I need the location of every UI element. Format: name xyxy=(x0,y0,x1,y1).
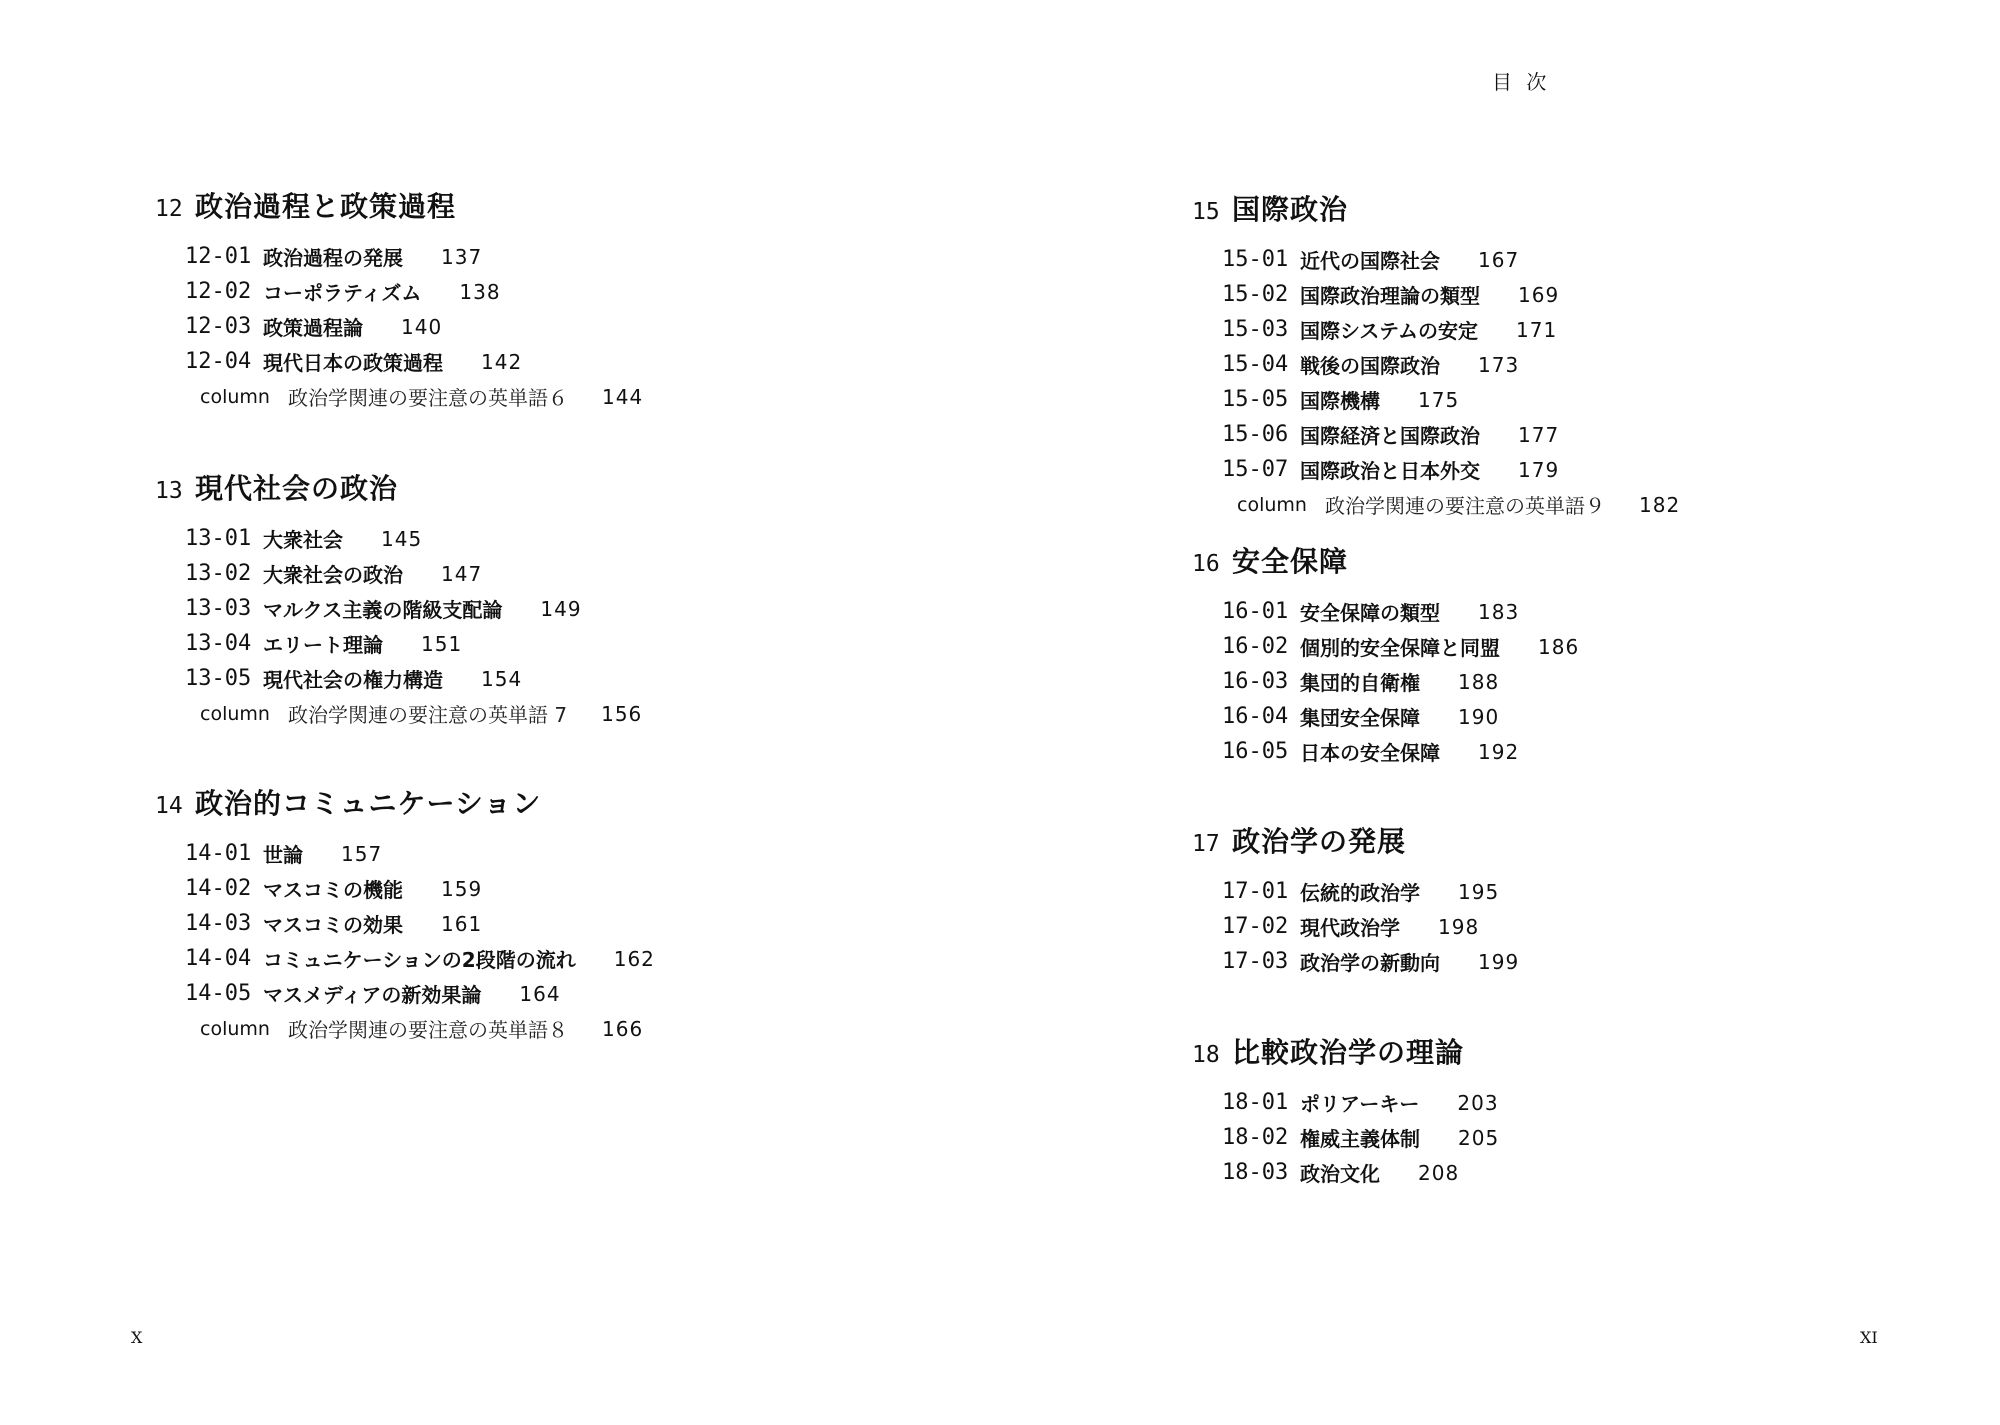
entry-page-number: 192 xyxy=(1478,739,1520,764)
toc-entry[interactable] xyxy=(1222,312,1680,347)
entry-title: 権威主義体制 xyxy=(1300,1127,1420,1151)
entry-code: 15-03 xyxy=(1222,317,1289,342)
toc-entry[interactable] xyxy=(185,626,642,661)
entry-title: 現代政治学 xyxy=(1300,916,1400,940)
chapter-title: 政治的コミュニケーション xyxy=(195,787,542,820)
chapter-heading xyxy=(1192,820,1519,870)
toc-entry[interactable] xyxy=(1222,944,1519,979)
chapter-number: 14 xyxy=(155,793,183,819)
column-page-number: 144 xyxy=(602,384,644,409)
toc-entry[interactable] xyxy=(185,239,643,274)
entry-code: 15-06 xyxy=(1222,422,1289,447)
column-entry[interactable] xyxy=(200,696,642,731)
entry-title: 大衆社会の政治 xyxy=(263,563,403,587)
page-number-left: X xyxy=(131,1328,143,1347)
column-label: column xyxy=(1237,493,1307,516)
entry-page-number: 173 xyxy=(1478,352,1520,377)
entry-page-number: 161 xyxy=(441,911,483,936)
entry-page-number: 179 xyxy=(1518,457,1560,482)
toc-entry[interactable] xyxy=(1222,664,1579,699)
toc-entry[interactable] xyxy=(1222,909,1519,944)
entry-page-number: 140 xyxy=(401,314,443,339)
entry-page-number: 175 xyxy=(1418,387,1460,412)
entry-page-number: 138 xyxy=(459,279,501,304)
entry-title: 現代社会の権力構造 xyxy=(263,668,443,692)
chapter-title: 政治過程と政策過程 xyxy=(195,190,457,223)
toc-entry[interactable] xyxy=(185,344,643,379)
entry-title: 国際システムの安定 xyxy=(1300,319,1478,343)
entry-code: 12-02 xyxy=(185,279,252,304)
entry-list xyxy=(185,836,655,1046)
column-label: column xyxy=(200,385,270,408)
entry-page-number: 203 xyxy=(1457,1090,1499,1115)
column-title: 政治学関連の要注意の英単語６ xyxy=(288,386,568,410)
column-title: 政治学関連の要注意の英単語 7 xyxy=(288,703,568,727)
chapter-section xyxy=(1192,1031,1499,1190)
entry-page-number: 198 xyxy=(1438,914,1480,939)
entry-page-number: 190 xyxy=(1458,704,1500,729)
entry-title: マスコミの機能 xyxy=(263,878,403,902)
toc-entry[interactable] xyxy=(1222,1155,1499,1190)
entry-list xyxy=(1222,242,1680,522)
chapter-heading xyxy=(1192,1031,1499,1081)
entry-page-number: 164 xyxy=(519,981,561,1006)
entry-title: 世論 xyxy=(263,843,303,867)
column-label: column xyxy=(200,702,270,725)
toc-entry[interactable] xyxy=(1222,734,1579,769)
entry-title: 日本の安全保障 xyxy=(1300,741,1440,765)
entry-page-number: 147 xyxy=(441,561,483,586)
chapter-title: 安全保障 xyxy=(1232,545,1349,578)
page-header: 目 次 xyxy=(1492,70,1551,94)
entry-code: 18-03 xyxy=(1222,1160,1289,1185)
entry-title: 国際経済と国際政治 xyxy=(1300,424,1480,448)
entry-code: 16-05 xyxy=(1222,739,1289,764)
entry-page-number: 151 xyxy=(421,631,463,656)
entry-code: 14-01 xyxy=(185,841,252,866)
entry-code: 13-03 xyxy=(185,596,252,621)
entry-title: 伝統的政治学 xyxy=(1300,881,1420,905)
entry-list xyxy=(185,521,642,731)
chapter-number: 18 xyxy=(1192,1042,1220,1068)
entry-title: マスメディアの新効果論 xyxy=(263,983,482,1007)
toc-entry[interactable] xyxy=(185,976,655,1011)
column-entry[interactable] xyxy=(1237,487,1680,522)
chapter-title: 国際政治 xyxy=(1232,193,1349,226)
entry-title: 政治学の新動向 xyxy=(1300,951,1440,975)
toc-entry[interactable] xyxy=(1222,347,1680,382)
entry-code: 13-02 xyxy=(185,561,252,586)
entry-code: 16-03 xyxy=(1222,669,1289,694)
entry-title: 近代の国際社会 xyxy=(1300,249,1440,273)
entry-page-number: 137 xyxy=(441,244,483,269)
chapter-number: 16 xyxy=(1192,551,1220,577)
entry-code: 12-04 xyxy=(185,349,252,374)
toc-entry[interactable] xyxy=(1222,629,1579,664)
entry-code: 12-03 xyxy=(185,314,252,339)
entry-title: ポリアーキー xyxy=(1300,1092,1420,1116)
entry-title: 政策過程論 xyxy=(263,316,363,340)
chapter-heading xyxy=(1192,188,1680,238)
entry-page-number: 157 xyxy=(341,841,383,866)
entry-code: 16-02 xyxy=(1222,634,1289,659)
chapter-section xyxy=(155,782,655,1046)
chapter-heading xyxy=(155,782,655,832)
entry-page-number: 169 xyxy=(1518,282,1560,307)
entry-title: 政治過程の発展 xyxy=(263,246,403,270)
column-entry[interactable] xyxy=(200,1011,655,1046)
entry-code: 16-01 xyxy=(1222,599,1289,624)
toc-entry[interactable] xyxy=(185,871,655,906)
entry-title: 集団安全保障 xyxy=(1300,706,1420,730)
entry-title: コーポラティズム xyxy=(263,281,422,305)
entry-title: マルクス主義の階級支配論 xyxy=(263,598,503,622)
toc-entry[interactable] xyxy=(1222,874,1519,909)
column-page-number: 182 xyxy=(1639,492,1681,517)
toc-entry[interactable] xyxy=(1222,699,1579,734)
entry-list xyxy=(1222,594,1579,769)
entry-code: 17-02 xyxy=(1222,914,1289,939)
entry-page-number: 188 xyxy=(1458,669,1500,694)
toc-entry[interactable] xyxy=(185,836,655,871)
entry-title: コミュニケーションの2段階の流れ xyxy=(263,948,576,972)
entry-code: 17-03 xyxy=(1222,949,1289,974)
column-page-number: 156 xyxy=(601,701,643,726)
toc-entry[interactable] xyxy=(1222,1120,1499,1155)
entry-list xyxy=(1222,874,1519,979)
entry-code: 15-05 xyxy=(1222,387,1289,412)
page-number-right: XI xyxy=(1860,1328,1878,1347)
entry-page-number: 183 xyxy=(1478,599,1520,624)
toc-entry[interactable] xyxy=(1222,382,1680,417)
entry-page-number: 199 xyxy=(1478,949,1520,974)
entry-code: 18-01 xyxy=(1222,1090,1289,1115)
entry-title: 国際政治と日本外交 xyxy=(1300,459,1480,483)
entry-title: 戦後の国際政治 xyxy=(1300,354,1440,378)
toc-entry[interactable] xyxy=(1222,417,1680,452)
column-title: 政治学関連の要注意の英単語８ xyxy=(288,1018,568,1042)
toc-entry[interactable] xyxy=(185,309,643,344)
toc-entry[interactable] xyxy=(185,521,642,556)
chapter-number: 12 xyxy=(155,196,183,222)
chapter-number: 13 xyxy=(155,478,183,504)
entry-list xyxy=(1222,1085,1499,1190)
toc-entry[interactable] xyxy=(1222,594,1579,629)
entry-title: 集団的自衛権 xyxy=(1300,671,1420,695)
toc-entry[interactable] xyxy=(1222,277,1680,312)
entry-code: 14-05 xyxy=(185,981,252,1006)
toc-entry[interactable] xyxy=(1222,242,1680,277)
entry-code: 18-02 xyxy=(1222,1125,1289,1150)
entry-page-number: 149 xyxy=(540,596,582,621)
chapter-section xyxy=(155,185,643,414)
entry-page-number: 171 xyxy=(1516,317,1558,342)
chapter-heading xyxy=(1192,540,1579,590)
entry-title: 個別的安全保障と同盟 xyxy=(1300,636,1500,660)
entry-title: 現代日本の政策過程 xyxy=(263,351,443,375)
entry-title: 国際機構 xyxy=(1300,389,1380,413)
chapter-section xyxy=(155,467,642,731)
entry-title: マスコミの効果 xyxy=(263,913,403,937)
chapter-number: 17 xyxy=(1192,831,1220,857)
toc-entry[interactable] xyxy=(185,941,655,976)
entry-title: 安全保障の類型 xyxy=(1300,601,1440,625)
entry-code: 13-04 xyxy=(185,631,252,656)
column-entry[interactable] xyxy=(200,379,643,414)
chapter-section xyxy=(1192,820,1519,979)
entry-page-number: 195 xyxy=(1458,879,1500,904)
entry-title: 政治文化 xyxy=(1300,1162,1380,1186)
entry-page-number: 154 xyxy=(481,666,523,691)
toc-entry[interactable] xyxy=(185,591,642,626)
chapter-heading xyxy=(155,467,642,517)
entry-page-number: 205 xyxy=(1458,1125,1500,1150)
entry-title: エリート理論 xyxy=(263,633,383,657)
chapter-title: 現代社会の政治 xyxy=(195,472,399,505)
entry-code: 13-05 xyxy=(185,666,252,691)
toc-entry[interactable] xyxy=(1222,452,1680,487)
entry-code: 14-04 xyxy=(185,946,252,971)
entry-code: 15-04 xyxy=(1222,352,1289,377)
toc-entry[interactable] xyxy=(185,661,642,696)
entry-code: 13-01 xyxy=(185,526,252,551)
entry-page-number: 167 xyxy=(1478,247,1520,272)
entry-title: 国際政治理論の類型 xyxy=(1300,284,1480,308)
chapter-section xyxy=(1192,188,1680,522)
entry-code: 15-02 xyxy=(1222,282,1289,307)
column-label: column xyxy=(200,1017,270,1040)
toc-entry[interactable] xyxy=(1222,1085,1499,1120)
toc-entry[interactable] xyxy=(185,556,642,591)
chapter-section xyxy=(1192,540,1579,769)
entry-code: 15-01 xyxy=(1222,247,1289,272)
entry-code: 12-01 xyxy=(185,244,252,269)
toc-entry[interactable] xyxy=(185,906,655,941)
entry-code: 15-07 xyxy=(1222,457,1289,482)
entry-page-number: 162 xyxy=(613,946,655,971)
entry-page-number: 142 xyxy=(481,349,523,374)
entry-title: 大衆社会 xyxy=(263,528,343,552)
entry-list xyxy=(185,239,643,414)
toc-entry[interactable] xyxy=(185,274,643,309)
chapter-title: 比較政治学の理論 xyxy=(1232,1036,1465,1069)
chapter-heading xyxy=(155,185,643,235)
entry-page-number: 208 xyxy=(1418,1160,1460,1185)
entry-page-number: 186 xyxy=(1538,634,1580,659)
entry-code: 14-02 xyxy=(185,876,252,901)
entry-code: 16-04 xyxy=(1222,704,1289,729)
chapter-title: 政治学の発展 xyxy=(1232,825,1407,858)
entry-page-number: 177 xyxy=(1518,422,1560,447)
chapter-number: 15 xyxy=(1192,199,1220,225)
entry-code: 17-01 xyxy=(1222,879,1289,904)
column-page-number: 166 xyxy=(602,1016,644,1041)
column-title: 政治学関連の要注意の英単語９ xyxy=(1325,494,1605,518)
entry-code: 14-03 xyxy=(185,911,252,936)
entry-page-number: 159 xyxy=(441,876,483,901)
entry-page-number: 145 xyxy=(381,526,423,551)
